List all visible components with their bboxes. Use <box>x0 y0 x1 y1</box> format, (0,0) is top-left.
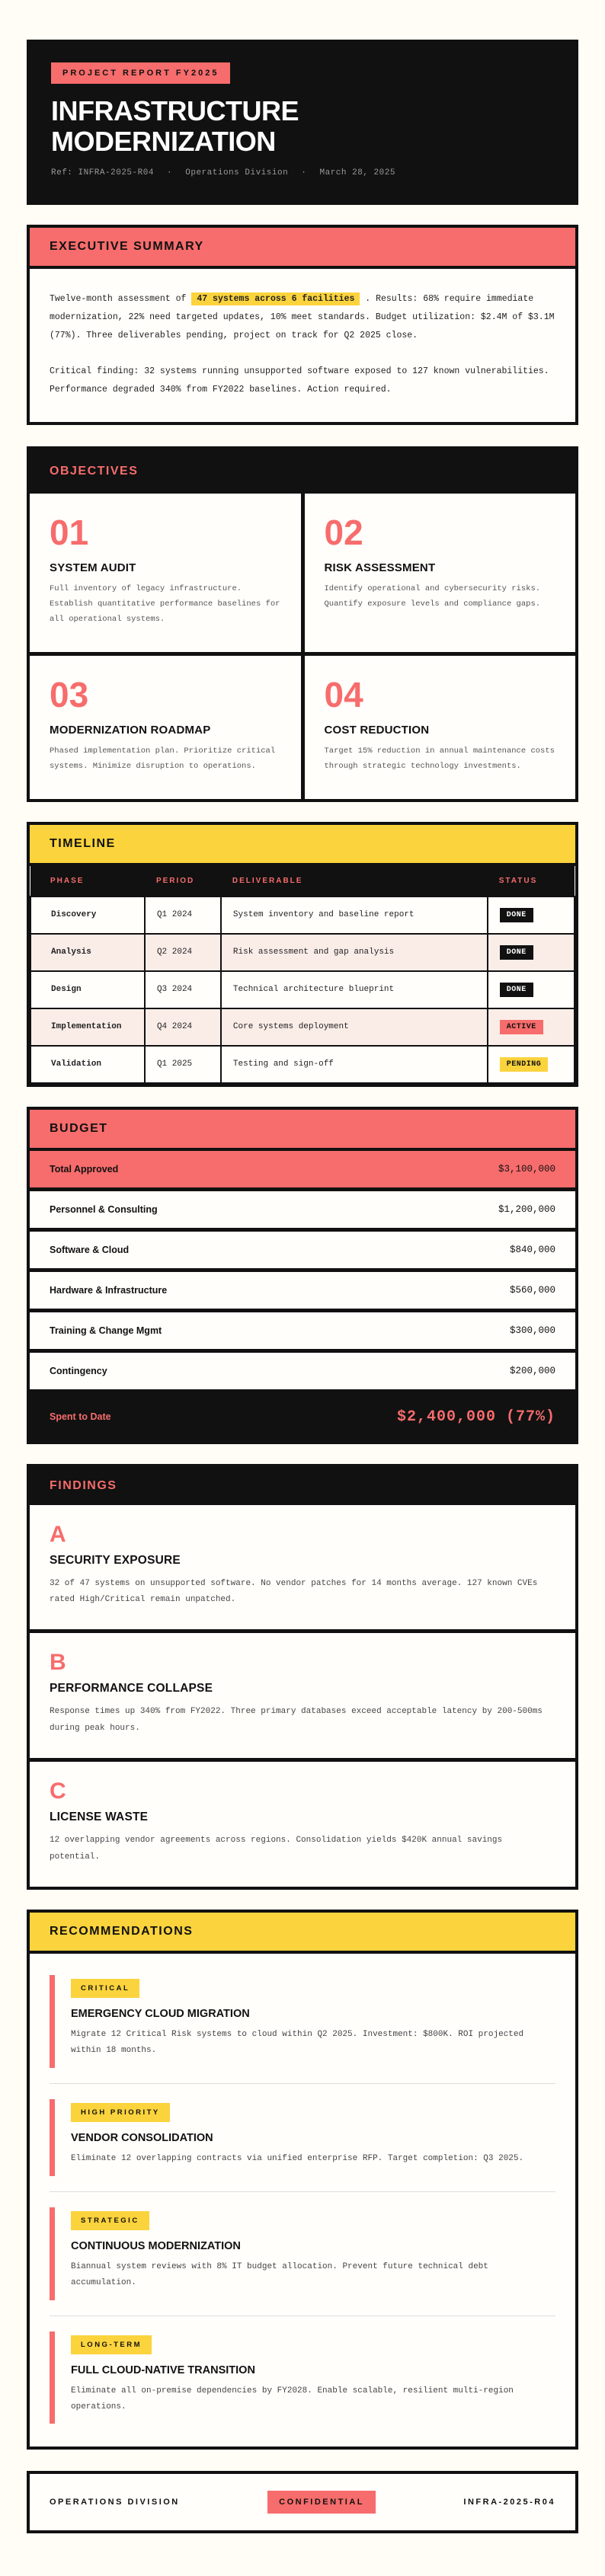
objective-title: COST REDUCTION <box>324 723 430 737</box>
budget-value: $840,000 <box>509 1244 555 1255</box>
recommendation-description: Eliminate all on-premise dependencies by FY2028. Enable scalable, resilient multi-region operations. <box>71 2386 514 2411</box>
objective-card <box>305 656 576 799</box>
recommendation-description: Eliminate 12 overlapping contracts via unified enterprise RFP. Target completion: Q3 2025. <box>71 2153 524 2163</box>
recommendation-title: EMERGENCY CLOUD MIGRATION <box>71 2008 250 2021</box>
cell-period: Q4 2024 <box>145 1008 221 1046</box>
table-row <box>30 896 575 934</box>
budget-label: Contingency <box>50 1365 107 1376</box>
recommendation-title: FULL CLOUD-NATIVE TRANSITION <box>71 2363 255 2376</box>
finding-description: 32 of 47 systems on unsupported software. No vendor patches for 14 months average. 127 known CVEs rated High/Critical remain unpatched. <box>50 1578 538 1605</box>
summary-highlight: 47 systems across 6 facilities <box>191 292 360 305</box>
budget-label: Total Approved <box>50 1163 119 1175</box>
meta-separator: · <box>301 168 307 178</box>
summary-paragraph-2: Critical finding: 32 systems running unsupported software exposed to 127 known vulnerabilities. Performance degraded 340% from FY2022 baselines. Action required. <box>50 366 549 395</box>
column-header-status: STATUS <box>488 866 575 896</box>
report-division: Operations Division <box>185 168 289 178</box>
table-row <box>30 934 575 971</box>
budget-label: Training & Change Mgmt <box>50 1325 162 1336</box>
budget-value: $300,000 <box>509 1325 555 1336</box>
summary-text: . Results: 68% require immediate modernization, 22% need targeted updates, 10% meet standards. Budget utilization: $2.4M of $3.1M (77%). Three deliverables pending, project on track for Q2 2025 close. <box>50 294 555 341</box>
cell-period: Q3 2024 <box>145 971 221 1008</box>
timeline-table-header <box>30 866 575 896</box>
table-row <box>30 1008 575 1046</box>
cell-period: Q1 2024 <box>145 896 221 934</box>
cell-deliverable: System inventory and baseline report <box>221 896 488 934</box>
finding-title: LICENSE WASTE <box>50 1811 149 1824</box>
status-badge: PENDING <box>500 1057 549 1072</box>
recommendations-body <box>30 1954 575 2447</box>
budget-label: Hardware & Infrastructure <box>50 1284 168 1296</box>
cell-status <box>488 1008 575 1046</box>
findings-heading: FINDINGS <box>30 1467 575 1505</box>
objective-number: 02 <box>324 512 363 552</box>
budget-row <box>30 1151 575 1191</box>
recommendation-item <box>50 2332 555 2424</box>
objective-card <box>305 494 576 652</box>
summary-text: Twelve-month assessment of <box>50 294 192 305</box>
cell-deliverable: Risk assessment and gap analysis <box>221 934 488 971</box>
budget-spent-label: Spent to Date <box>50 1411 111 1423</box>
objective-description: Full inventory of legacy infrastructure. Establish quantitative performance baselines for all operational systems. <box>50 583 280 624</box>
table-row <box>30 1046 575 1083</box>
finding-item <box>30 1633 575 1762</box>
cell-deliverable: Core systems deployment <box>221 1008 488 1046</box>
objective-card <box>30 494 301 652</box>
report-meta <box>51 168 554 177</box>
objective-title: RISK ASSESSMENT <box>324 561 436 574</box>
budget-section <box>27 1107 578 1444</box>
objective-number: 01 <box>50 512 89 552</box>
executive-summary-body <box>30 269 575 422</box>
cell-status <box>488 934 575 971</box>
budget-value: $560,000 <box>509 1284 555 1296</box>
budget-spent-row <box>30 1393 575 1441</box>
page-title <box>51 96 554 156</box>
finding-letter: B <box>50 1650 66 1676</box>
finding-letter: C <box>50 1779 66 1804</box>
cell-period: Q1 2025 <box>145 1046 221 1083</box>
summary-paragraph-1 <box>50 290 555 345</box>
priority-badge: CRITICAL <box>71 1979 139 1998</box>
finding-letter: A <box>50 1521 66 1547</box>
status-badge: ACTIVE <box>500 1020 543 1034</box>
budget-spent-value: $2,400,000 (77%) <box>396 1408 555 1426</box>
budget-label: Software & Cloud <box>50 1244 130 1255</box>
recommendation-title: CONTINUOUS MODERNIZATION <box>71 2239 241 2252</box>
footer-ref: INFRA-2025-R04 <box>463 2498 555 2507</box>
executive-summary-heading: EXECUTIVE SUMMARY <box>30 228 575 269</box>
budget-value: $3,100,000 <box>498 1163 555 1175</box>
report-header <box>27 40 578 205</box>
objectives-heading: OBJECTIVES <box>50 464 139 478</box>
objective-description: Identify operational and cybersecurity risks. Quantify exposure levels and compliance gaps. <box>324 583 541 609</box>
priority-badge: HIGH PRIORITY <box>71 2103 170 2122</box>
finding-description: Response times up 340% from FY2022. Three primary databases exceed acceptable latency by 200-500ms during peak hours. <box>50 1707 543 1733</box>
recommendation-item <box>50 1975 555 2068</box>
cell-phase: Validation <box>30 1046 145 1083</box>
executive-summary-section <box>27 225 578 425</box>
confidential-badge: CONFIDENTIAL <box>267 2491 376 2514</box>
objective-title: MODERNIZATION ROADMAP <box>50 723 211 737</box>
column-header-deliverable: DELIVERABLE <box>221 866 488 896</box>
objective-description: Phased implementation plan. Prioritize critical systems. Minimize disruption to operations. <box>50 746 276 771</box>
table-row <box>30 971 575 1008</box>
priority-badge: STRATEGIC <box>71 2211 149 2230</box>
report-date: March 28, 2025 <box>319 168 395 178</box>
recommendations-heading: RECOMMENDATIONS <box>30 1913 575 1954</box>
budget-row <box>30 1232 575 1272</box>
priority-badge: LONG-TERM <box>71 2335 152 2354</box>
finding-item <box>30 1762 575 1887</box>
cell-status <box>488 1046 575 1083</box>
objective-description: Target 15% reduction in annual maintenance costs through strategic technology investments. <box>324 746 555 771</box>
status-badge: DONE <box>500 945 533 960</box>
document-footer <box>27 2471 578 2533</box>
recommendations-section <box>27 1910 578 2450</box>
budget-label: Personnel & Consulting <box>50 1203 158 1215</box>
recommendation-description: Migrate 12 Critical Risk systems to cloud within Q2 2025. Investment: $800K. ROI projected within 18 months. <box>71 2030 524 2056</box>
budget-value: $200,000 <box>509 1365 555 1376</box>
objective-number: 04 <box>324 674 363 714</box>
budget-row <box>30 1353 575 1393</box>
cell-phase: Analysis <box>30 934 145 971</box>
page-title-line2: MODERNIZATION <box>51 125 276 157</box>
recommendation-item <box>50 2207 555 2300</box>
cell-phase: Discovery <box>30 896 145 934</box>
findings-section <box>27 1464 578 1890</box>
objective-number: 03 <box>50 674 89 714</box>
cell-phase: Design <box>30 971 145 1008</box>
report-type-badge: PROJECT REPORT FY2025 <box>51 62 230 84</box>
column-header-period: PERIOD <box>145 866 221 896</box>
finding-title: PERFORMANCE COLLAPSE <box>50 1682 213 1695</box>
column-header-phase: PHASE <box>30 866 145 896</box>
timeline-heading: TIMELINE <box>30 825 575 866</box>
cell-deliverable: Technical architecture blueprint <box>221 971 488 1008</box>
divider <box>50 2191 555 2192</box>
cell-phase: Implementation <box>30 1008 145 1046</box>
budget-row <box>30 1312 575 1353</box>
objective-card <box>30 656 301 799</box>
budget-row <box>30 1272 575 1312</box>
finding-description: 12 overlapping vendor agreements across regions. Consolidation yields $420K annual savings potential. <box>50 1836 503 1862</box>
objective-title: SYSTEM AUDIT <box>50 561 136 574</box>
recommendation-description: Biannual system reviews with 8% IT budget allocation. Prevent future technical debt accumulation. <box>71 2261 488 2287</box>
cell-period: Q2 2024 <box>145 934 221 971</box>
timeline-section <box>27 822 578 1087</box>
budget-heading: BUDGET <box>30 1110 575 1151</box>
report-ref: Ref: INFRA-2025-R04 <box>51 168 154 178</box>
objectives-section <box>27 446 578 802</box>
status-badge: DONE <box>500 983 533 997</box>
objectives-grid <box>30 494 575 799</box>
page-title-line1: INFRASTRUCTURE <box>51 95 299 126</box>
status-badge: DONE <box>500 908 533 922</box>
recommendation-item <box>50 2099 555 2176</box>
finding-title: SECURITY EXPOSURE <box>50 1553 181 1567</box>
meta-separator: · <box>167 168 173 178</box>
recommendation-title: VENDOR CONSOLIDATION <box>71 2131 213 2144</box>
cell-status <box>488 971 575 1008</box>
budget-row <box>30 1191 575 1232</box>
timeline-table <box>30 866 575 1084</box>
budget-value: $1,200,000 <box>498 1203 555 1215</box>
finding-item <box>30 1505 575 1634</box>
footer-division: OPERATIONS DIVISION <box>50 2498 180 2507</box>
cell-deliverable: Testing and sign-off <box>221 1046 488 1083</box>
cell-status <box>488 896 575 934</box>
divider <box>50 2083 555 2084</box>
